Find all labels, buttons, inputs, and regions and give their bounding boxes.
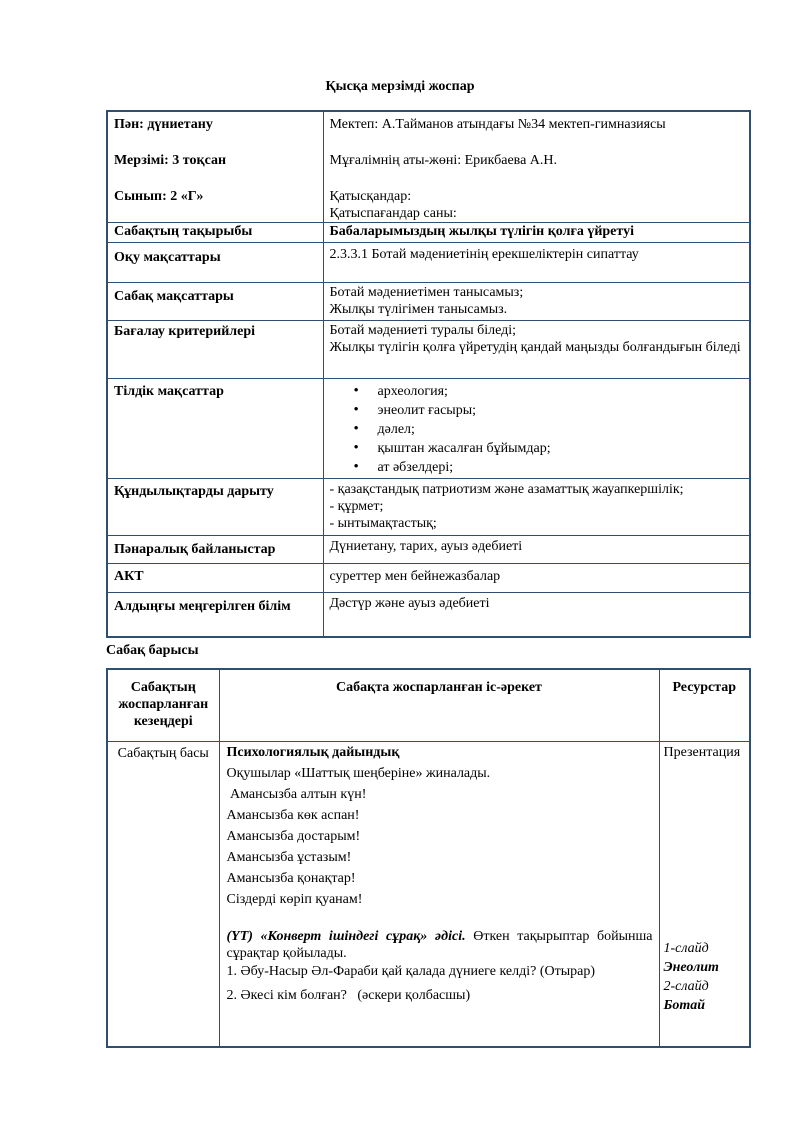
school-name: Мектеп: А.Тайманов атындағы №34 мектеп-гимназиясы <box>329 117 666 132</box>
greeting-line: Сіздерді көріп қуанам! <box>226 891 363 907</box>
criteria-label: Бағалау критерийлері <box>107 321 323 379</box>
teacher-name: Мұғалімнің аты-жөні: Ерикбаева А.Н. <box>329 153 558 168</box>
grade-label: Сынып: 2 «Г» <box>114 189 204 204</box>
learning-value: 2.3.3.1 Ботай мәдениетінің ерекшеліктерін сипаттау <box>323 243 750 283</box>
subject-label: Пән: дүниетану <box>114 117 213 132</box>
ict-label: АКТ <box>107 564 323 593</box>
cross-value: Дүниетану, тарих, ауыз әдебиеті <box>323 536 750 564</box>
resources-cell <box>659 741 750 1047</box>
resources-column-header: Ресурстар <box>659 669 750 741</box>
slide-2-label: 2-слайд <box>663 978 709 994</box>
lesson-plan-table <box>106 668 751 1048</box>
question-2: 2. Әкесі кім болған? (әскери қолбасшы) <box>226 987 471 1003</box>
stage-column-header: Сабақтың жоспарланған кезеңдері <box>107 669 219 741</box>
plan-header-row <box>107 669 750 741</box>
method-paragraph <box>227 928 653 962</box>
activity-cell <box>219 741 659 1047</box>
criteria-row <box>107 321 750 379</box>
values-label: Құндылықтарды дарыту <box>107 479 323 536</box>
language-item: • ат әбзелдері; <box>378 458 744 477</box>
learning-row <box>107 243 750 283</box>
value-3: - ынтымақтастық; <box>329 516 437 531</box>
prior-row <box>107 593 750 637</box>
lesson-progress-heading: Сабақ барысы <box>106 643 199 658</box>
absent-count: Қатыспағандар саны: <box>329 206 457 221</box>
stage-cell: Сабақтың басы <box>107 741 219 1047</box>
activity-title: Психологиялық дайындық <box>226 744 400 760</box>
greeting-line: Амансызба достарым! <box>226 828 361 844</box>
cross-label: Пәнаралық байланыстар <box>107 536 323 564</box>
values-cell <box>323 479 750 536</box>
language-row <box>107 379 750 479</box>
slide-1-title: Энеолит <box>663 959 719 975</box>
prior-value: Дәстүр және ауыз әдебиеті <box>323 593 750 637</box>
greeting-line: Оқушылар «Шаттық шеңберіне» жиналады. <box>226 765 491 781</box>
slide-2-title: Ботай <box>663 997 706 1013</box>
question-1: 1. Әбу-Насыр Әл-Фараби қай қалада дүниеге келді? (Отырар) <box>226 963 595 979</box>
lesson-goal-1: Ботай мәдениетімен танысамыз; <box>329 285 524 300</box>
criteria-cell <box>323 321 750 379</box>
language-list <box>330 382 744 477</box>
ict-value: суреттер мен бейнежазбалар <box>323 564 750 593</box>
method-name: (ҮТ) «Конверт ішіндегі сұрақ» әдісі. <box>226 928 466 944</box>
language-item: • энеолит ғасыры; <box>378 401 744 420</box>
topic-value: Бабаларымыздың жылқы түлігін қолға үйретуі <box>323 223 750 243</box>
header-left-cell <box>107 111 323 223</box>
header-right-cell <box>323 111 750 223</box>
language-item: • қыштан жасалған бұйымдар; <box>378 439 744 458</box>
period-label: Мерзімі: 3 тоқсан <box>114 153 227 168</box>
language-item: • дәлел; <box>378 420 744 439</box>
prior-label: Алдыңғы меңгерілген білім <box>107 593 323 637</box>
language-cell <box>323 379 750 479</box>
document-title: Қысқа мерзімді жоспар <box>325 79 475 94</box>
criteria-1: Ботай мәдениеті туралы біледі; <box>329 323 517 338</box>
topic-label: Сабақтың тақырыбы <box>107 223 323 243</box>
criteria-2: Жылқы түлігін қолға үйретудің қандай маңызды болғандығын біледі <box>329 340 741 355</box>
language-item: • археология; <box>378 382 744 401</box>
value-2: - құрмет; <box>329 499 384 514</box>
activity-column-header: Сабақта жоспарланған іс-әрекет <box>219 669 659 741</box>
method-description: Өткен тақырыптар бойынша сұрақтар қойылады. <box>226 928 653 961</box>
slide-1-label: 1-слайд <box>663 940 709 956</box>
learning-label: Оқу мақсаттары <box>107 243 323 283</box>
cross-row <box>107 536 750 564</box>
lesson-goal-2: Жылқы түлігімен танысамыз. <box>329 302 508 317</box>
values-row <box>107 479 750 536</box>
greeting-line: Амансызба алтын күн! <box>226 786 367 802</box>
greeting-line: Амансызба қонақтар! <box>226 870 356 886</box>
ict-row <box>107 564 750 593</box>
language-label: Тілдік мақсаттар <box>107 379 323 479</box>
lesson-goals-label: Сабақ мақсаттары <box>107 283 323 321</box>
plan-body-row <box>107 741 750 1047</box>
info-table <box>106 110 751 638</box>
lesson-goals-row <box>107 283 750 321</box>
lesson-goals-cell <box>323 283 750 321</box>
resource-presentation: Презентация <box>663 744 741 760</box>
greeting-line: Амансызба көк аспан! <box>226 807 360 823</box>
topic-row <box>107 223 750 243</box>
header-row <box>107 111 750 223</box>
present-count: Қатысқандар: <box>329 189 412 204</box>
value-1: - қазақстандық патриотизм және азаматтық жауапкершілік; <box>329 482 684 497</box>
greeting-line: Амансызба ұстазым! <box>226 849 352 865</box>
